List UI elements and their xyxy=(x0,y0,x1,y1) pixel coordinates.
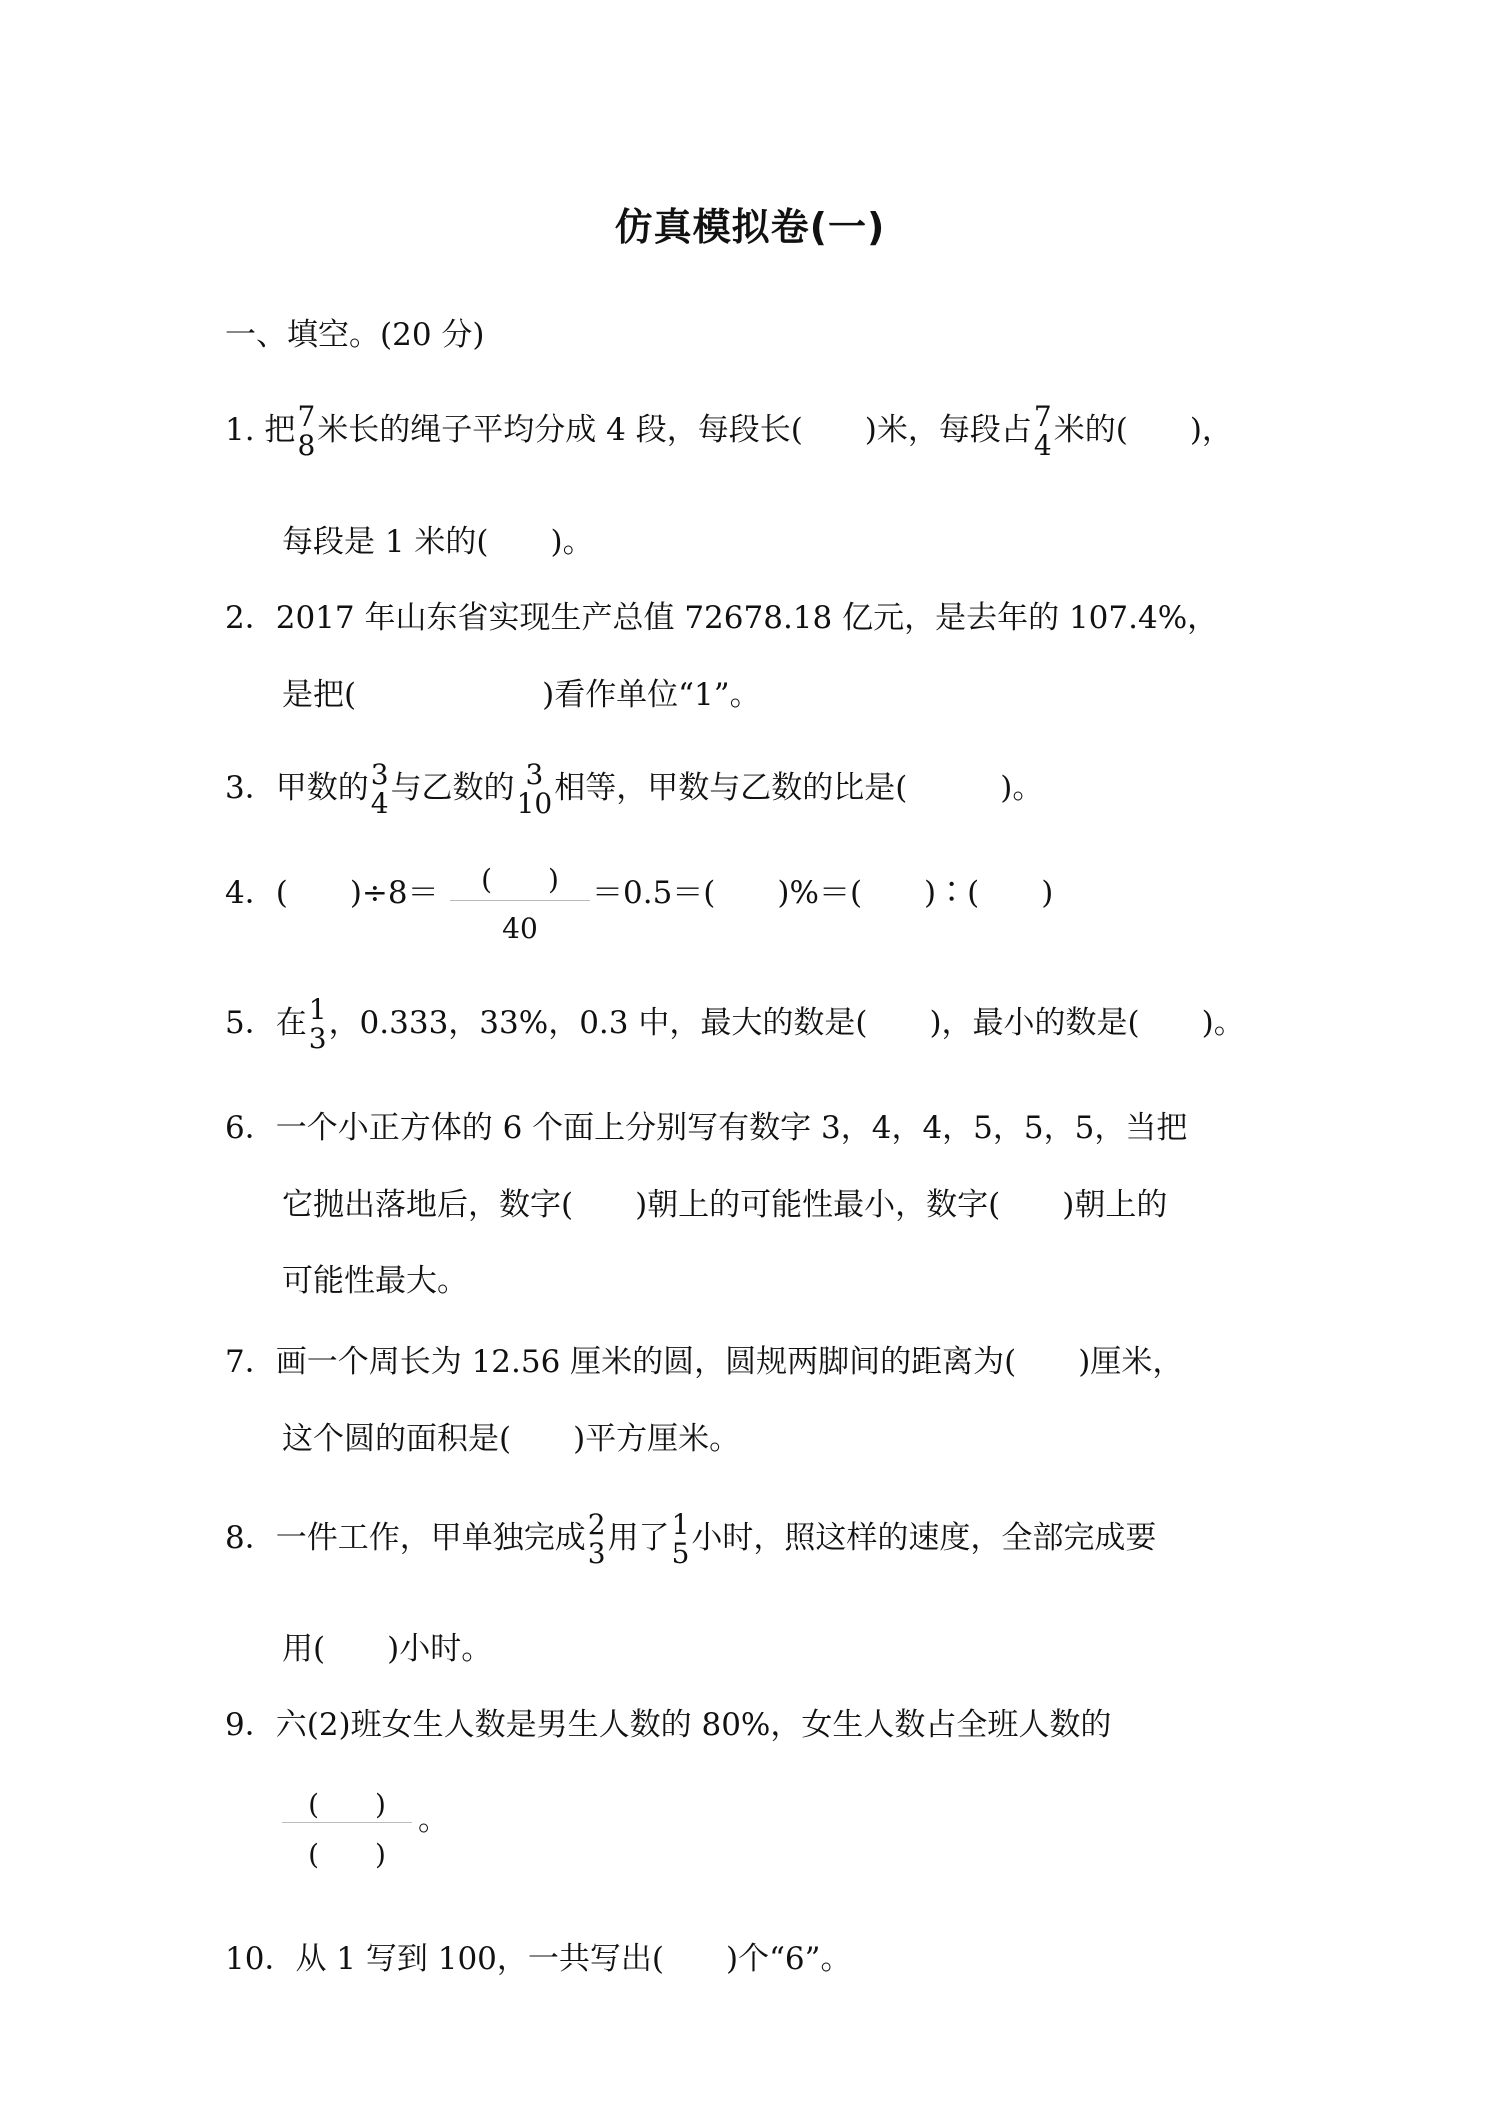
q9-fraction-denominator: ( ) xyxy=(308,1838,386,1871)
question-7-line-2: 这个圆的面积是( )平方厘米。 xyxy=(282,1421,741,1457)
q3-text-c: 相等，甲数与乙数的比是( )。 xyxy=(554,769,1044,806)
q3-text-b: 与乙数的 xyxy=(390,769,515,806)
q3-fraction-1: 3 4 xyxy=(370,758,389,821)
question-6-line-1: 6．一个小正方体的 6 个面上分别写有数字 3，4，4，5，5，5，当把 xyxy=(225,1110,1188,1146)
q1-text-b: 米长的绳子平均分成 4 段，每段长( )米，每段占 xyxy=(317,411,1032,448)
q1-fraction-1: 7 8 xyxy=(297,400,316,463)
question-2-line-2: 是把( )看作单位“1”。 xyxy=(282,677,761,713)
question-9-line-1: 9．六(2)班女生人数是男生人数的 80%，女生人数占全班人数的 xyxy=(225,1707,1112,1743)
q1-text-a: 1. 把 xyxy=(225,411,296,448)
question-2-line-1: 2．2017 年山东省实现生产总值 72678.18 亿元，是去年的 107.4%， xyxy=(225,600,1219,636)
q5-text-b: ，0.333，33%，0.3 中，最大的数是( )，最小的数是( )。 xyxy=(328,1004,1245,1041)
q3-text-a: 3．甲数的 xyxy=(225,769,369,806)
q1-text-c: 米的( )， xyxy=(1053,411,1233,448)
question-4-text-b: ＝0.5＝( )%＝( )∶( ) xyxy=(592,875,1054,911)
question-10: 10．从 1 写到 100，一共写出( )个“6”。 xyxy=(225,1941,852,1977)
question-6-line-2: 它抛出落地后，数字( )朝上的可能性最小，数字( )朝上的 xyxy=(282,1187,1168,1223)
q9-end-punct: 。 xyxy=(418,1802,449,1838)
question-6-line-3: 可能性最大。 xyxy=(282,1263,468,1299)
question-7-line-1: 7．画一个周长为 12.56 厘米的圆，圆规两脚间的距离为( )厘米， xyxy=(225,1344,1184,1380)
q5-fraction: 1 3 xyxy=(308,993,327,1056)
q4-fraction-numerator: ( ) xyxy=(481,863,559,896)
question-3 xyxy=(225,760,1043,819)
question-4-text-a: 4．( )÷8＝ xyxy=(225,875,439,911)
q8-text-a: 8．一件工作，甲单独完成 xyxy=(225,1519,586,1556)
q1-fraction-2: 7 4 xyxy=(1033,400,1052,463)
question-8-line-2: 用( )小时。 xyxy=(282,1631,493,1667)
q4-fraction-bar xyxy=(450,900,590,901)
q4-fraction-denominator: 40 xyxy=(502,912,538,945)
q3-fraction-2: 3 10 xyxy=(516,758,553,821)
q8-fraction-1: 2 3 xyxy=(587,1508,606,1571)
question-5 xyxy=(225,995,1245,1054)
question-1-line-2: 每段是 1 米的( )。 xyxy=(282,524,594,560)
question-8-line-1 xyxy=(225,1510,1156,1569)
q9-fraction-numerator: ( ) xyxy=(308,1788,386,1821)
q8-text-c: 小时，照这样的速度，全部完成要 xyxy=(691,1519,1157,1556)
q8-text-b: 用了 xyxy=(607,1519,670,1556)
question-1-line-1 xyxy=(225,402,1233,461)
section-heading: 一、填空。(20 分) xyxy=(225,317,485,353)
q9-fraction-bar xyxy=(282,1822,412,1823)
q5-text-a: 5．在 xyxy=(225,1004,307,1041)
q8-fraction-2: 1 5 xyxy=(671,1508,690,1571)
page-title: 仿真模拟卷(一) xyxy=(614,205,886,249)
